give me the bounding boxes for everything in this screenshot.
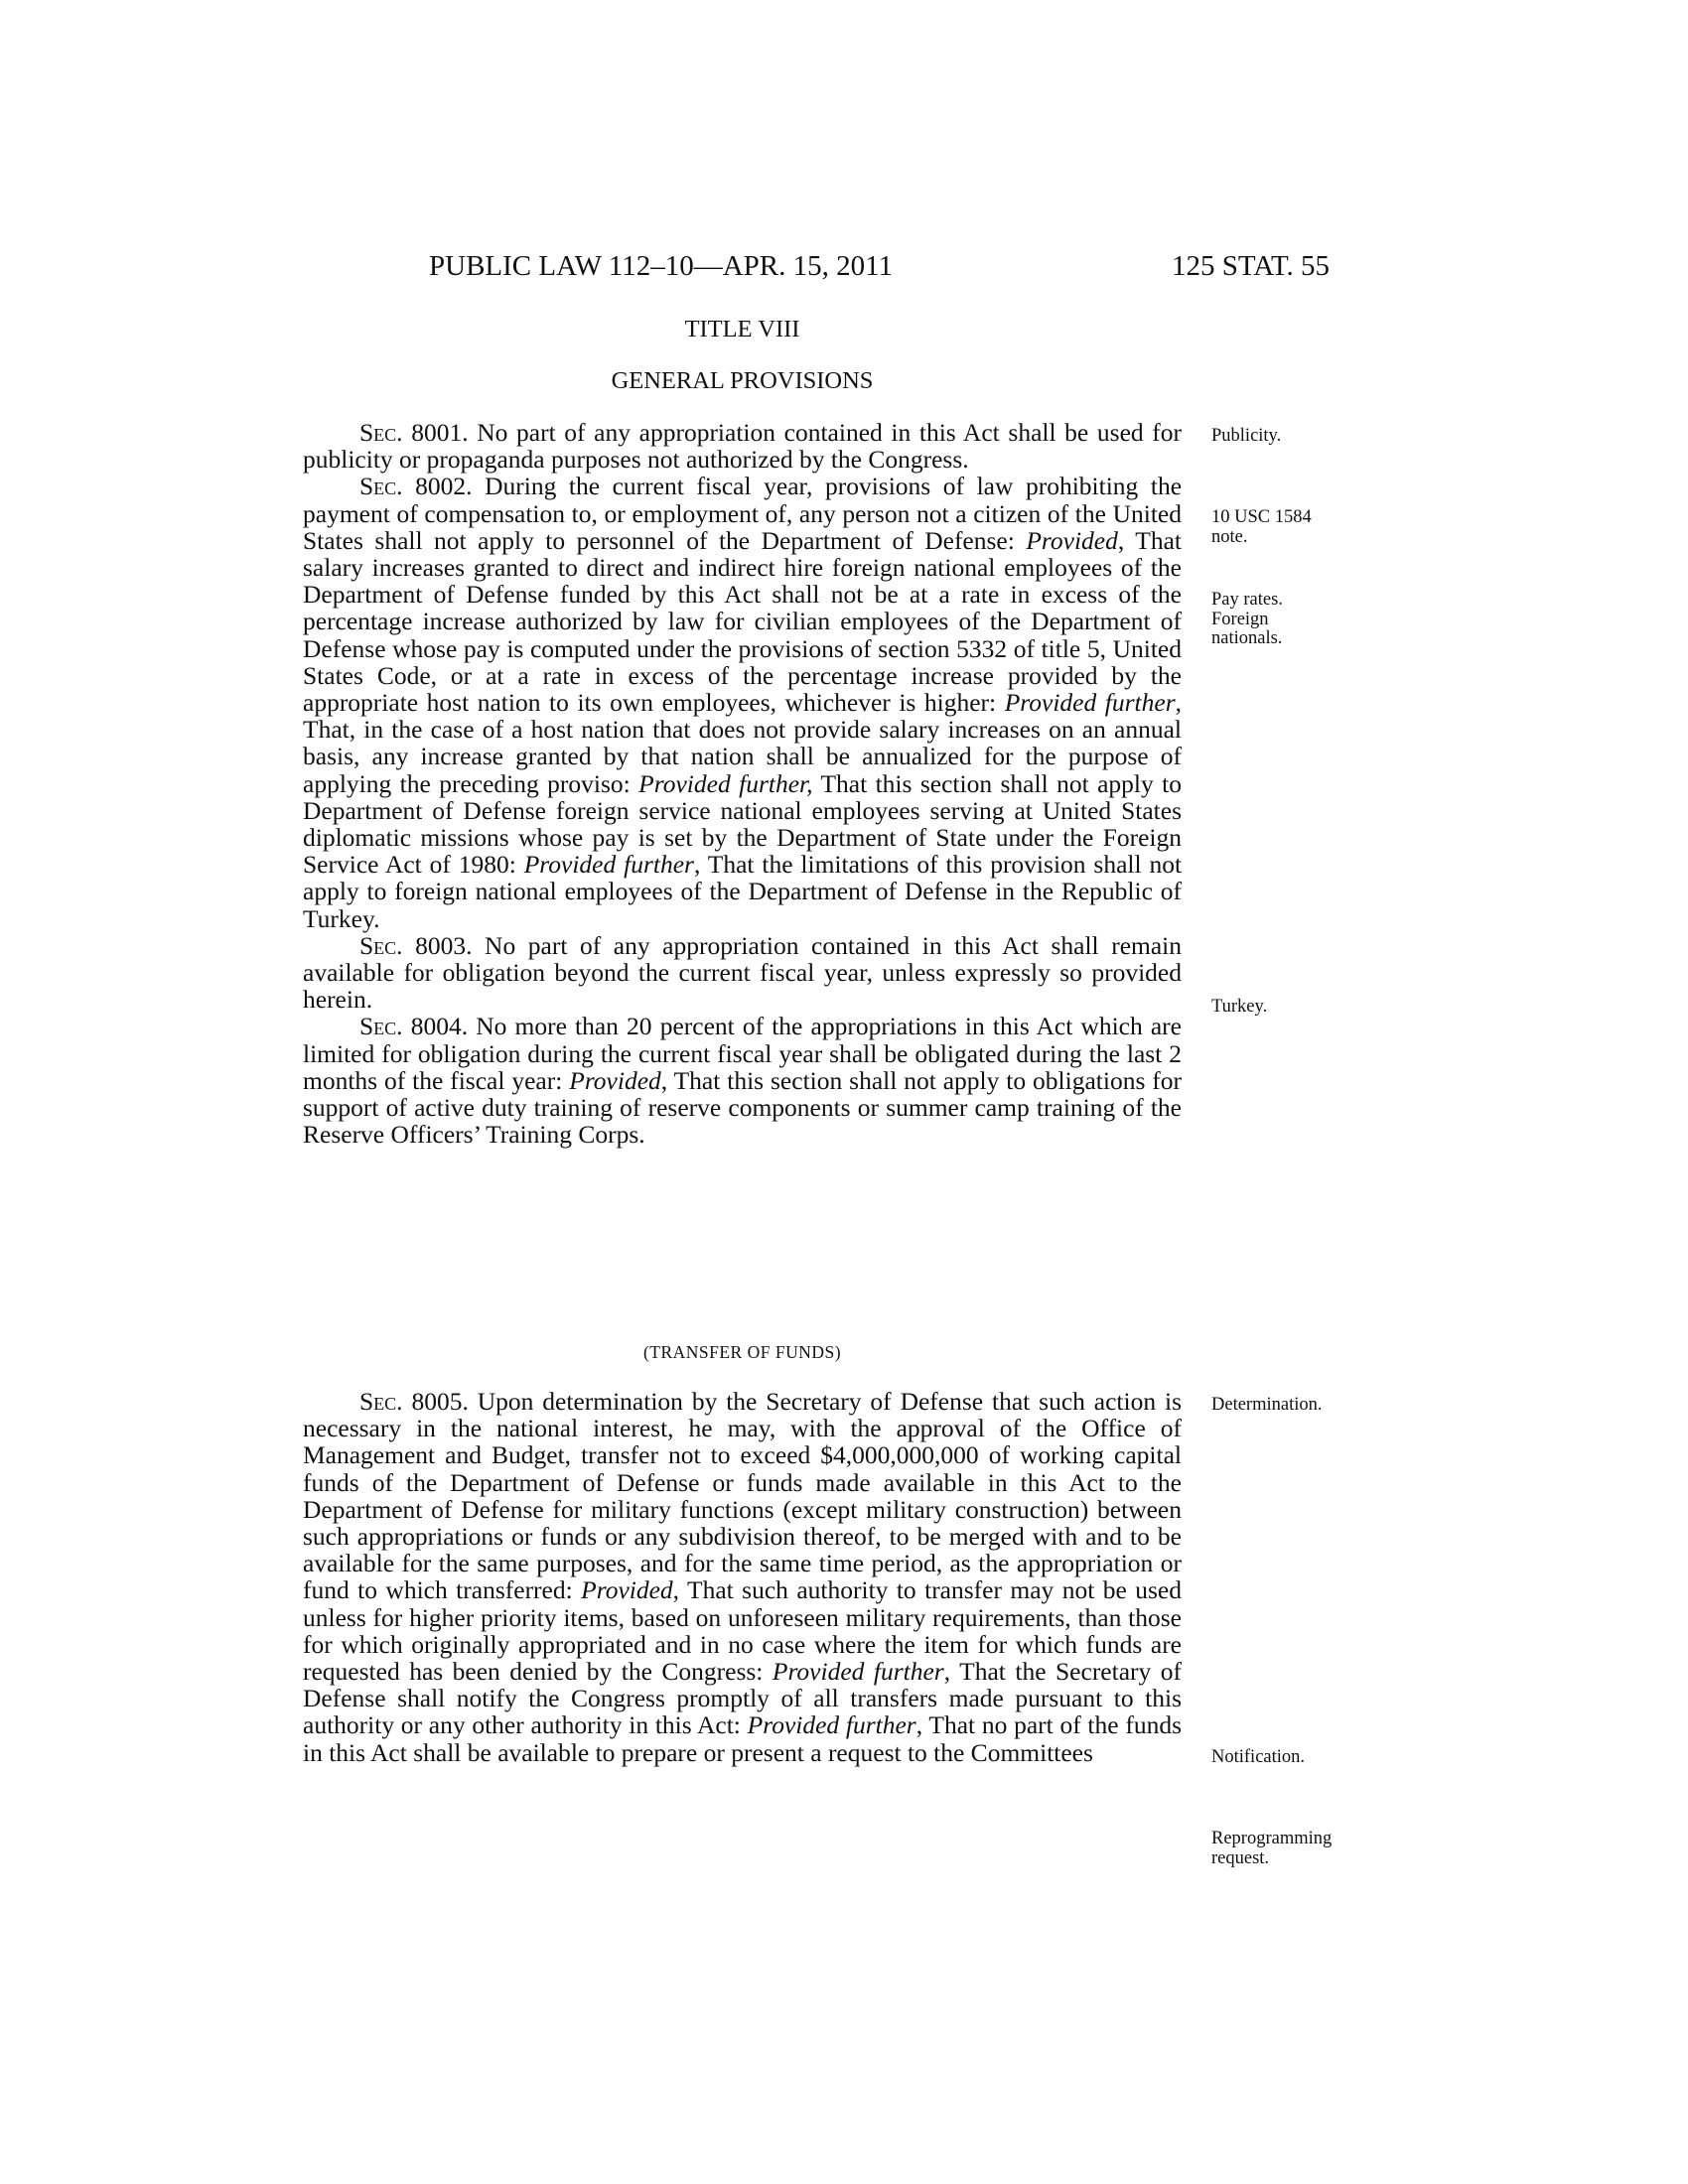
margin-note-line: Foreign (1211, 609, 1269, 629)
margin-note-reprogramming (1211, 1830, 1400, 1868)
proviso-italic: Provided (569, 1065, 661, 1095)
proviso-italic: Provided further (747, 1710, 916, 1740)
section-8005 (303, 1388, 1182, 1766)
proviso-italic: Provided further (772, 1657, 944, 1687)
proviso-italic: Provided (581, 1575, 673, 1605)
margin-note-line: note. (1211, 526, 1248, 547)
margin-note-determination: Determination. (1211, 1395, 1323, 1415)
section-text: No more than 20 percent of the appropriations in this Act which are limited for obligation during the current fiscal year shall be obligated during the last 2 months of the fiscal year: (303, 1012, 1182, 1095)
section-text: , That this section shall not apply to obligations for support of active duty training of reserve components or summer camp training of the Reserve Officers’ Training Corps. (303, 1065, 1183, 1150)
margin-note-line: Reprogramming (1211, 1829, 1333, 1848)
section-8001 (303, 419, 1182, 473)
margin-note-line: Pay rates. (1211, 590, 1283, 610)
section-text: That this section shall not apply to Department of Defense foreign service national employees serving at United States diplomatic missions whose pay is set by the Department of State under the Foreign Service Act of 1980: (303, 768, 1182, 880)
margin-note-usc (1211, 508, 1400, 547)
subtitle-heading: GENERAL PROVISIONS (611, 367, 874, 394)
section-number: 8005. (402, 1387, 478, 1416)
section-8002 (303, 473, 1182, 931)
section-label: Sec. (359, 930, 403, 960)
section-text: , That the Secretary of Defense shall notify the Congress promptly of all transfers made pursuant to this authority or any other authority in this Act: (303, 1657, 1182, 1740)
section-text: , That, in the case of a host nation that does not provide salary increases on an annual basis, any increase granted by that nation shall be annualized for the purpose of applying the preceding proviso: (303, 688, 1183, 798)
section-text: No part of any appropriation contained in this Act shall be used for publicity or propaganda purposes not authorized by the Congress. (303, 418, 1182, 475)
section-8003 (303, 932, 1182, 1014)
section-8004 (303, 1013, 1182, 1148)
section-text: Upon determination by the Secretary of Defense that such action is necessary in the national interest, he may, with the approval of the Office of Management and Budget, transfer not to exceed $4,000,000,000 of working capital funds of the Department of Defense or funds made available in this Act to the Department of Defense for military functions (except military construction) between such appropriations or funds or any subdivision thereof, to be merged with and to be available for the same purposes, and for the same time period, as the appropriation or fund to which transferred: (303, 1387, 1182, 1605)
section-text: , That salary increases granted to direct and indirect hire foreign national employees of the Department of Defense funded by this Act shall not be at a rate in excess of the percentage increase authorized by law for civilian employees of the Department of Defense whose pay is computed under the provisions of section 5332 of title 5, United States Code, or at a rate in excess of the percentage increase provided by the appropriate host nation to its own employees, whichever is higher: (303, 525, 1182, 718)
title-heading: TITLE VIII (684, 316, 800, 342)
margin-note-line: 10 USC 1584 (1211, 507, 1312, 527)
section-text: , That no part of the funds in this Act shall be available to prepare or present a request to the Committees (303, 1710, 1182, 1767)
section-label: Sec. (359, 1012, 403, 1041)
section-number: 8004. (402, 1012, 477, 1041)
margin-note-turkey: Turkey. (1211, 997, 1268, 1017)
proviso-italic: Provided further (523, 850, 694, 880)
transfer-of-funds-heading: (TRANSFER OF FUNDS) (642, 1342, 842, 1362)
proviso-italic: Provided further, (638, 768, 813, 798)
section-text: , That the limitations of this provision shall not apply to foreign national employees of the Department of Defense in the Republic of Turkey. (303, 850, 1183, 933)
running-header-page: 125 STAT. 55 (1172, 250, 1331, 282)
margin-note-line: request. (1211, 1847, 1270, 1868)
proviso-italic: Provided (1026, 525, 1118, 555)
section-label: Sec. (359, 418, 403, 447)
sections-block-2 (303, 1388, 1182, 1766)
section-label: Sec. (359, 472, 403, 501)
margin-note-pay-rates (1211, 591, 1400, 649)
section-text: During the current fiscal year, provisions of law prohibiting the payment of compensation to, or employment of, any person not a citizen of the United States shall not apply to personnel of the Department of Defense: (303, 472, 1183, 555)
margin-note-publicity: Publicity. (1211, 426, 1282, 446)
section-number: 8001. (402, 418, 478, 447)
section-text: , That such authority to transfer may not be used unless for higher priority items, based on unforeseen military requirements, than those for which originally appropriated and in no case where the item for which funds are requested has been denied by the Congress: (303, 1575, 1182, 1687)
section-number: 8003. (402, 930, 486, 960)
margin-note-notification: Notification. (1211, 1747, 1306, 1767)
running-header-law: PUBLIC LAW 112–10—APR. 15, 2011 (429, 250, 894, 282)
section-label: Sec. (359, 1387, 403, 1416)
sections-block-1 (303, 419, 1182, 1148)
margin-note-line: nationals. (1211, 628, 1283, 648)
section-number: 8002. (402, 472, 486, 501)
proviso-italic: Provided further (1004, 688, 1176, 718)
section-text: No part of any appropriation contained in this Act shall remain available for obligation beyond the current fiscal year, unless expressly so provided herein. (303, 930, 1182, 1015)
